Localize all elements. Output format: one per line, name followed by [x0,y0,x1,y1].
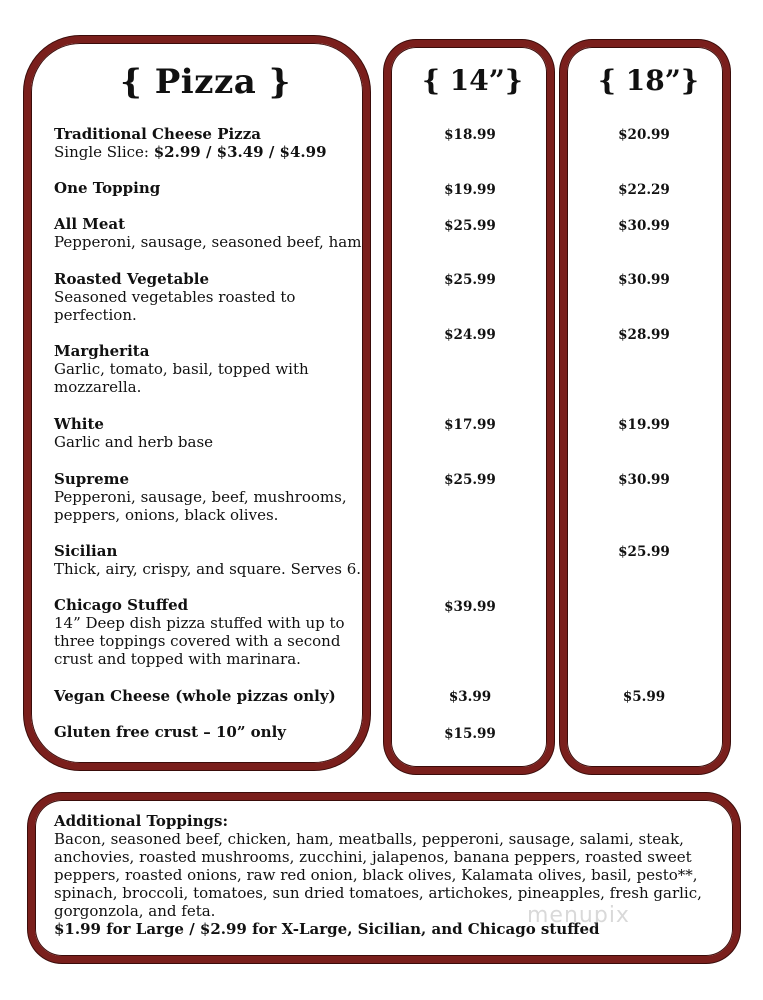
price-18-traditional-cheese: $20.99 [618,127,670,143]
price-18-all-meat: $30.99 [618,218,670,234]
size-14-heading: { 14”} [422,64,523,97]
price-18-vegan-cheese: $5.99 [622,689,666,705]
watermark: menupix [527,903,630,928]
item-name: Roasted Vegetable [54,270,210,288]
price-18-white: $19.99 [618,417,670,433]
menu-item-vegan-cheese [54,687,384,705]
menu-item-chicago-stuffed [54,596,384,668]
item-description: Garlic, tomato, basil, topped with mozzarella. [54,360,309,396]
item-name: One Topping [54,179,161,197]
price-14-one-topping: $19.99 [444,182,496,198]
size-18-heading: { 18”} [598,64,699,97]
item-name: Chicago Stuffed [54,596,189,614]
size-18-price-panel [560,40,730,774]
price-18-roasted-vegetable: $30.99 [618,272,670,288]
additional-toppings-pricing: $1.99 for Large / $2.99 for X-Large, Sicilian, and Chicago stuffed [54,920,600,938]
price-18-margherita: $28.99 [618,327,670,343]
price-14-roasted-vegetable: $25.99 [444,272,496,288]
item-description: Seasoned vegetables roasted to perfection. [54,288,296,324]
size-14-price-panel [384,40,554,774]
item-description: Single Slice: $2.99 / $3.49 / $4.99 [54,143,327,161]
price-18-one-topping: $22.29 [618,182,670,198]
item-description: Pepperoni, sausage, beef, mushrooms, peppers, onions, black olives. [54,488,347,524]
price-14-supreme: $25.99 [444,472,496,488]
price-14-vegan-cheese: $3.99 [448,689,492,705]
price-14-white: $17.99 [444,417,496,433]
pizza-heading: { Pizza } [120,62,292,102]
price-14-chicago-stuffed: $39.99 [444,599,496,615]
price-14-all-meat: $25.99 [444,218,496,234]
menu-item-traditional-cheese [54,125,384,161]
item-description: 14” Deep dish pizza stuffed with up to three toppings covered with a second crust and topped with marinara. [54,614,345,668]
price-14-traditional-cheese: $18.99 [444,127,496,143]
menu-item-gluten-free [54,723,384,741]
menu-item-all-meat [54,215,384,251]
item-name: Vegan Cheese (whole pizzas only) [54,687,336,705]
menu-item-margherita [54,342,384,396]
item-name: Traditional Cheese Pizza [54,125,261,143]
item-name: Sicilian [54,542,118,560]
item-name: Margherita [54,342,150,360]
item-name: White [54,415,104,433]
item-description: Garlic and herb base [54,433,214,451]
slice-prices: $2.99 / $3.49 / $4.99 [153,143,327,161]
price-18-sicilian: $25.99 [618,544,670,560]
menu-item-supreme [54,470,384,524]
additional-toppings-heading: Additional Toppings: [54,812,228,830]
item-name: Gluten free crust – 10” only [54,723,286,741]
item-name: Supreme [54,470,130,488]
item-description: Thick, airy, crispy, and square. Serves 6. [54,560,362,578]
price-14-gluten-free: $15.99 [444,726,496,742]
item-description: Pepperoni, sausage, seasoned beef, ham [54,233,362,251]
item-name: All Meat [54,215,126,233]
menu-item-white [54,415,384,451]
price-14-margherita: $24.99 [444,327,496,343]
menu-item-roasted-vegetable [54,270,384,324]
menu-item-one-topping [54,179,384,197]
additional-toppings-list: Bacon, seasoned beef, chicken, ham, meatballs, pepperoni, sausage, salami, steak, anchovies, roasted mushrooms, zucchini, jalapenos, banana peppers, roasted sweet peppers, roasted onions, raw red onion, black olives, Kalamata olives, basil, pesto**, spinach, broccoli, tomatoes, sun dried tomatoes, artichokes, pineapples, fresh garlic, gorgonzola, and feta. [54,830,702,920]
price-18-supreme: $30.99 [618,472,670,488]
menu-item-sicilian [54,542,384,578]
